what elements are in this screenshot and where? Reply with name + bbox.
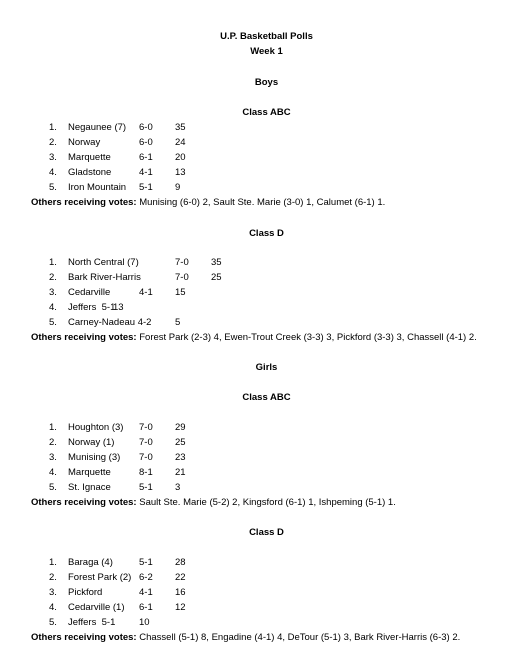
team-name: St. Ignace [68,482,111,493]
others-label: Others receiving votes: [31,497,137,508]
record: 8-1 [139,467,153,478]
girls-class-abc-heading: Class ABC [242,392,291,403]
team-name: Bark River-Harris [68,272,141,283]
points: 25 [211,272,222,283]
points: 13 [175,167,186,178]
points: 23 [175,452,186,463]
team-name: Marquette [68,467,111,478]
girls-heading: Girls [255,362,278,373]
rank: 2. [49,572,57,583]
record: 6-1 [139,152,153,163]
rank: 1. [49,557,57,568]
rank: 2. [49,437,57,448]
rank: 4. [49,302,57,313]
rank: 1. [49,257,57,268]
points: 10 [139,617,150,628]
record: 7-0 [139,437,153,448]
rank: 1. [49,422,57,433]
rank: 2. [49,272,57,283]
others-receiving-votes [31,332,477,343]
rank: 3. [49,152,57,163]
team-name: Cedarville (1) [68,602,125,613]
record: 5-1 [139,482,153,493]
points: 21 [175,467,186,478]
team-name: Negaunee (7) [68,122,127,133]
record: 6-1 [139,602,153,613]
boys-class-d-heading: Class D [249,228,284,239]
record: 7-0 [139,452,153,463]
points: 35 [211,257,222,268]
rank: 5. [49,182,57,193]
record: 4-1 [139,287,153,298]
team-name: North Central (7) [68,257,139,268]
team-name: Gladstone [68,167,112,178]
others-receiving-votes [31,497,396,508]
points: 15 [175,287,186,298]
record: 7-0 [175,257,189,268]
others-text: Sault Ste. Marie (5-2) 2, Kingsford (6-1) 1, Ishpeming (5-1) 1. [136,497,396,508]
points: 25 [175,437,186,448]
rank: 5. [49,617,57,628]
points: 28 [175,557,186,568]
rank: 4. [49,602,57,613]
rank: 5. [49,482,57,493]
others-receiving-votes [31,632,460,643]
team-name: Marquette [68,152,111,163]
others-text: Forest Park (2-3) 4, Ewen-Trout Creek (3-3) 3, Pickford (3-3) 3, Chassell (4-1) 2. [136,332,477,343]
record: 5-1 [139,182,153,193]
points: 16 [175,587,186,598]
page-title: U.P. Basketball Polls [220,31,313,42]
team-name: Norway [68,137,101,148]
rank: 3. [49,452,57,463]
team-name: Munising (3) [68,452,121,463]
team-name: Pickford [68,587,103,598]
rank: 5. [49,317,57,328]
points: 5 [175,317,181,328]
points: 3 [175,482,181,493]
team-name: Cedarville [68,287,111,298]
rank: 3. [49,587,57,598]
team-name: Norway (1) [68,437,115,448]
points: 35 [175,122,186,133]
record: 7-0 [139,422,153,433]
record: 4-1 [139,587,153,598]
rank: 4. [49,467,57,478]
points: 20 [175,152,186,163]
girls-class-d-heading: Class D [249,527,284,538]
rank: 4. [49,167,57,178]
record: 5-1 [139,557,153,568]
others-label: Others receiving votes: [31,332,137,343]
others-receiving-votes [31,197,385,208]
points: 9 [175,182,181,193]
rank: 2. [49,137,57,148]
others-text: Munising (6-0) 2, Sault Ste. Marie (3-0) 1, Calumet (6-1) 1. [136,197,386,208]
points: 24 [175,137,186,148]
record: 7-0 [175,272,189,283]
team-name: Baraga (4) [68,557,113,568]
others-text: Chassell (5-1) 8, Engadine (4-1) 4, DeTour (5-1) 3, Bark River-Harris (6-3) 2. [136,632,461,643]
team-name: Jeffers 5-1 [68,617,116,628]
points: 29 [175,422,186,433]
record: 6-0 [139,122,153,133]
boys-class-abc-heading: Class ABC [242,107,291,118]
team-name: Carney-Nadeau 4-2 [68,317,152,328]
points: 12 [175,602,186,613]
team-name: Forest Park (2) [68,572,132,583]
team-name: Iron Mountain [68,182,127,193]
week-label: Week 1 [250,46,283,57]
boys-heading: Boys [254,77,279,88]
record: 4-1 [139,167,153,178]
others-label: Others receiving votes: [31,197,137,208]
record: 6-0 [139,137,153,148]
rank: 1. [49,122,57,133]
record: 6-2 [139,572,153,583]
rank: 3. [49,287,57,298]
points: 22 [175,572,186,583]
others-label: Others receiving votes: [31,632,137,643]
team-name: Jeffers 5-1 [68,302,116,313]
team-name: Houghton (3) [68,422,124,433]
points: 13 [113,302,124,313]
